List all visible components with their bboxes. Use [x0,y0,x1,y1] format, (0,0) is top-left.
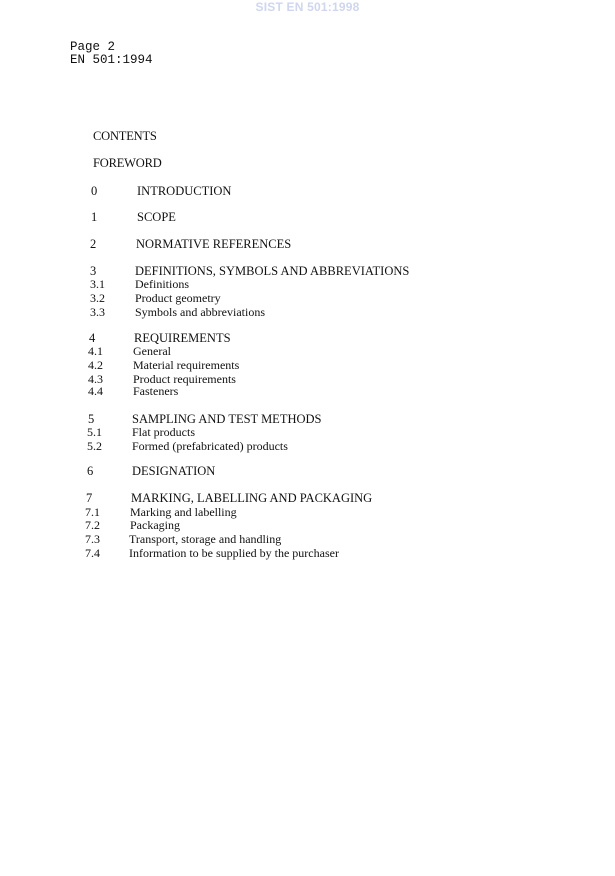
toc-entry-number: 7.3 [85,532,100,546]
toc-entry-number: 3.3 [90,305,105,319]
toc-entry-number: 7.4 [85,546,100,560]
toc-entry-title: Flat products [132,425,195,439]
toc-entry-title: Formed (prefabricated) products [132,439,288,453]
toc-entry-number: 4.4 [88,384,103,398]
toc-entry-title: Packaging [130,518,180,532]
toc-entry-title: Transport, storage and handling [129,532,282,546]
toc-entry-number: 3.2 [90,291,105,305]
toc-entry-number: 2 [90,237,97,251]
page-header [70,41,153,67]
toc-entry-number: 5.2 [87,439,102,453]
toc-entry-number: 4.2 [88,358,103,372]
toc-entry-title: Information to be supplied by the purchaser [129,546,339,560]
toc-entry-title: DESIGNATION [132,464,216,478]
toc-entry-number: 7.2 [85,518,100,532]
toc-entry-number: 1 [91,210,98,224]
toc-entry-title: INTRODUCTION [137,184,232,198]
page-number: Page 2 [70,40,116,54]
toc-entry-title: Product geometry [135,291,221,305]
toc-entry-number: 5 [88,412,95,426]
toc-entry-title: Symbols and abbreviations [135,305,265,319]
toc-entry-title: Definitions [135,277,189,291]
toc-entry-title: Material requirements [133,358,240,372]
toc-entry-number: 3 [90,264,97,278]
toc-entry-number: 4.1 [88,344,103,358]
toc-entry-title: REQUIREMENTS [134,331,231,345]
toc-entry-title: SAMPLING AND TEST METHODS [132,412,322,426]
toc-entry-title: MARKING, LABELLING AND PACKAGING [131,491,373,505]
toc-entry-title: DEFINITIONS, SYMBOLS AND ABBREVIATIONS [135,264,410,278]
toc-entry-title: SCOPE [137,210,176,224]
toc-entry-title: General [133,344,171,358]
toc-entry-title: Fasteners [133,384,179,398]
toc-entry-title: NORMATIVE REFERENCES [136,237,292,251]
toc-entry-number: 7 [86,491,93,505]
toc-entry-number: 0 [91,184,98,198]
standard-number: EN 501:1994 [70,53,153,67]
toc-entry-title: Product requirements [133,372,236,386]
toc-entry-number: 3.1 [90,277,105,291]
contents-heading: CONTENTS [93,129,157,143]
toc-entry-number: 4 [89,331,96,345]
watermark: SIST EN 501:1998 [255,0,360,14]
toc-entry-title: Marking and labelling [130,505,237,519]
foreword-heading: FOREWORD [93,156,162,170]
toc-entry-number: 6 [87,464,94,478]
toc-entry-number: 5.1 [87,425,102,439]
toc-entry-number: 7.1 [85,505,100,519]
toc-entry-number: 4.3 [88,372,103,386]
